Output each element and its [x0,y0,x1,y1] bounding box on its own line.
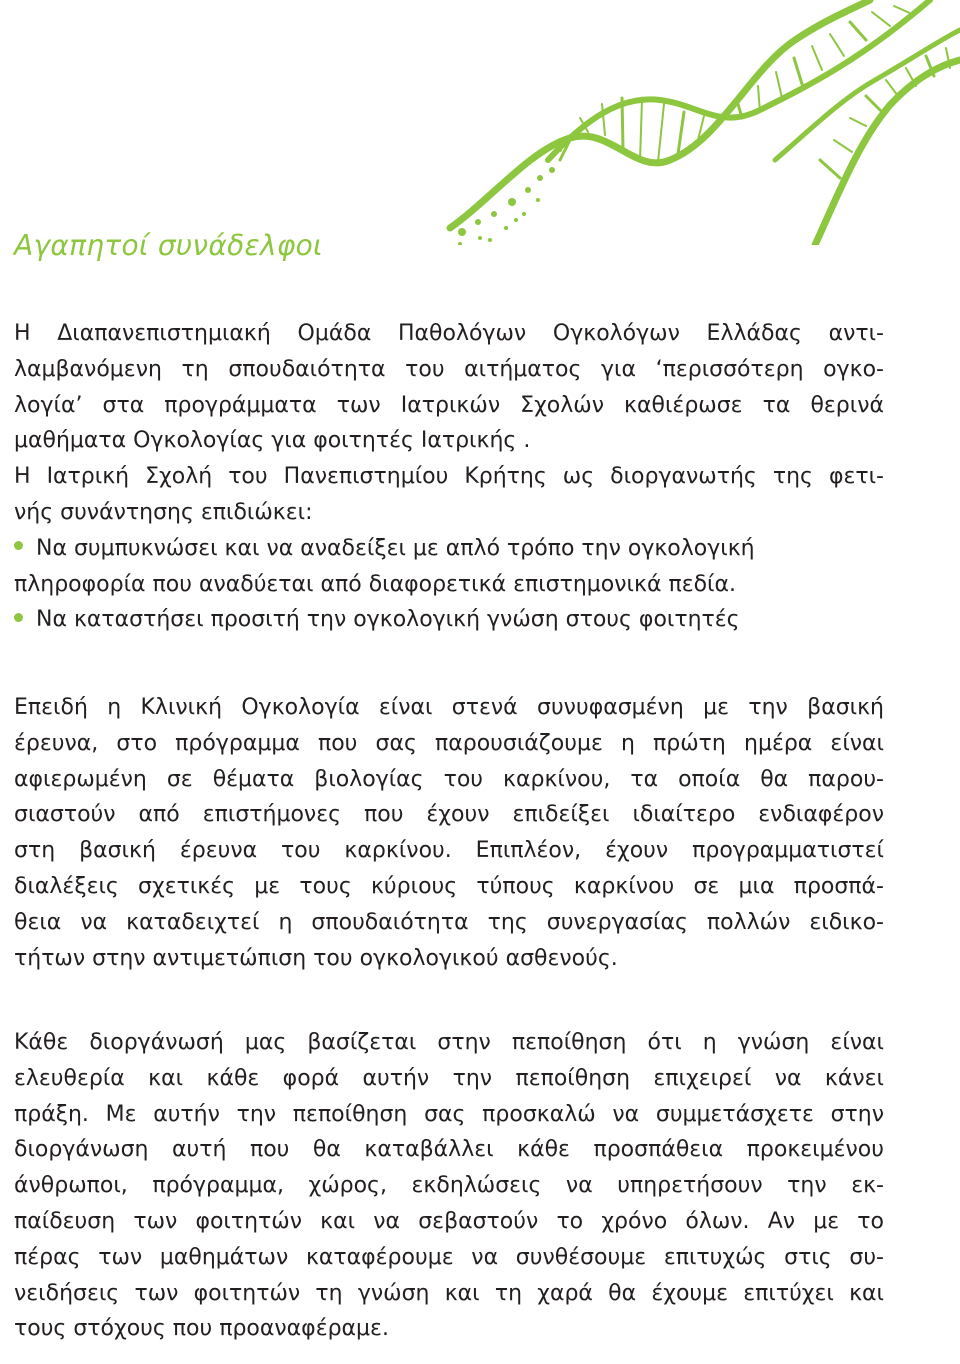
dna-rung [834,140,852,152]
text-line: διοργάνωση αυτή που θα καταβάλλει κάθε προσπάθεια προκειμένου [14,1137,884,1163]
dna-helix-icon [420,0,960,245]
dna-rung [776,72,782,98]
dna-dot [458,228,466,236]
text-line: νειδήσεις των φοιτητών τη γνώση και τη χαρά θα έχουμε επιτύχει και [14,1280,884,1306]
text-line: σιαστούν από επιστήμονες που έχουν επιδείξει ιδιαίτερο ενδιαφέρον [14,802,884,828]
text-line: στη βασική έρευνα του καρκίνου. Επιπλέον, έχουν προγραμματιστεί [14,838,884,864]
dna-dot [536,198,540,202]
dna-dot [504,226,508,230]
text-line: πέρας των μαθημάτων καταφέρουμε να συνθέσουμε επιτυχώς στις συ- [14,1244,884,1270]
dna-rung [894,6,912,14]
text-line: διαλέξεις σχετικές με τους κύριους τύπους καρκίνου σε μια προσπά- [14,873,884,899]
text-line: έρευνα, στο πρόγραμμα που σας παρουσιάζουμε η πρώτη ημέρα είναι [14,730,884,756]
text-line: λαμβανόμενη τη σπουδαιότητα του αιτήματος για ‘περισσότερη ογκο- [14,356,884,382]
dna-dot [558,148,562,152]
intro-paragraph [14,316,884,638]
text-line: ελευθερία και κάθε φορά αυτήν την πεποίθηση επιχειρεί να κάνει [14,1065,884,1091]
dna-dot [488,238,492,242]
bullet-item [14,531,884,567]
text-line: Η Ιατρική Σχολή του Πανεπιστημίου Κρήτης ως διοργανωτής της φετι- [14,464,884,490]
dna-dot [508,198,516,206]
dna-rung [640,100,642,160]
dna-dot [549,167,555,173]
text-line: πράξη. Με αυτήν την πεποίθηση σας προσκαλώ να συμμετάσχετε στην [14,1101,884,1127]
text-line: τήτων στην αντιμετώπιση του ογκολογικού ασθενούς. [14,945,618,971]
closing-paragraph [14,1025,884,1347]
research-paragraph [14,690,884,976]
dna-dot [475,219,481,225]
text-line: Η Διαπανεπιστημιακή Ομάδα Παθολόγων Ογκολόγων Ελλάδας αντι- [14,321,884,346]
dna-dot [491,211,497,217]
text-line: αφιερωμένη σε θέματα βιολογίας του καρκίνου, τα οποία θα παρου- [14,766,884,792]
bullet-text: Να καταστήσει προσιτή την ογκολογική γνώση στους φοιτητές [36,607,740,633]
text-line: Επειδή η Κλινική Ογκολογία είναι στενά συνυφασμένη με την βασική [14,695,884,720]
text-line: άνθρωποι, πρόγραμμα, χώρος, εκδηλώσεις να υπηρετήσουν την εκ- [14,1173,884,1199]
dna-dot [537,175,543,181]
dna-rung [602,104,605,135]
dna-dot [458,242,462,245]
dna-rung [872,12,890,26]
dna-rung [820,160,840,178]
dna-rung [794,58,802,84]
bullet-item [14,602,884,638]
dna-rung [812,46,822,70]
text-line: πληροφορία που αναδύεται από διαφορετικά επιστημονικά πεδία. [14,571,736,597]
greeting-heading: Αγαπητοί συνάδελφοι [14,229,323,262]
text-line: λογία’ στα προγράμματα των Ιατρικών Σχολών καθιέρωσε τα θερινά [14,392,884,418]
bullet-icon [14,541,23,550]
bullet-icon [14,613,23,622]
dna-rung [678,112,684,154]
dna-dot [478,236,482,240]
dna-dot [514,218,518,222]
bullet-text: Να συμπυκνώσει και να αναδείξει με απλό τρόπο την ογκολογική [36,535,755,561]
dna-rung [850,22,866,40]
dna-dot [525,187,531,193]
dna-rung [886,80,898,96]
dna-rung [658,104,664,162]
dna-rung [866,96,880,110]
text-line: παίδευση των φοιτητών και να σεβαστούν το χρόνο όλων. Αν με το [14,1208,884,1234]
text-line: Κάθε διοργάνωσή μας βασίζεται στην πεποίθηση ότι η γνώση είναι [14,1030,884,1055]
text-line: τους στόχους που προαναφέραμε. [14,1316,389,1342]
text-line: νής συνάντησης επιδιώκει: [14,499,313,525]
text-line: θεια να καταδειχτεί η σπουδαιότητα της συνεργασίας πολλών ειδικο- [14,909,884,935]
dna-rung [830,34,844,56]
dna-dot [522,212,526,216]
dna-rung [850,118,866,126]
text-line: μαθήματα Ογκολογίας για φοιτητές Ιατρικής . [14,428,531,454]
